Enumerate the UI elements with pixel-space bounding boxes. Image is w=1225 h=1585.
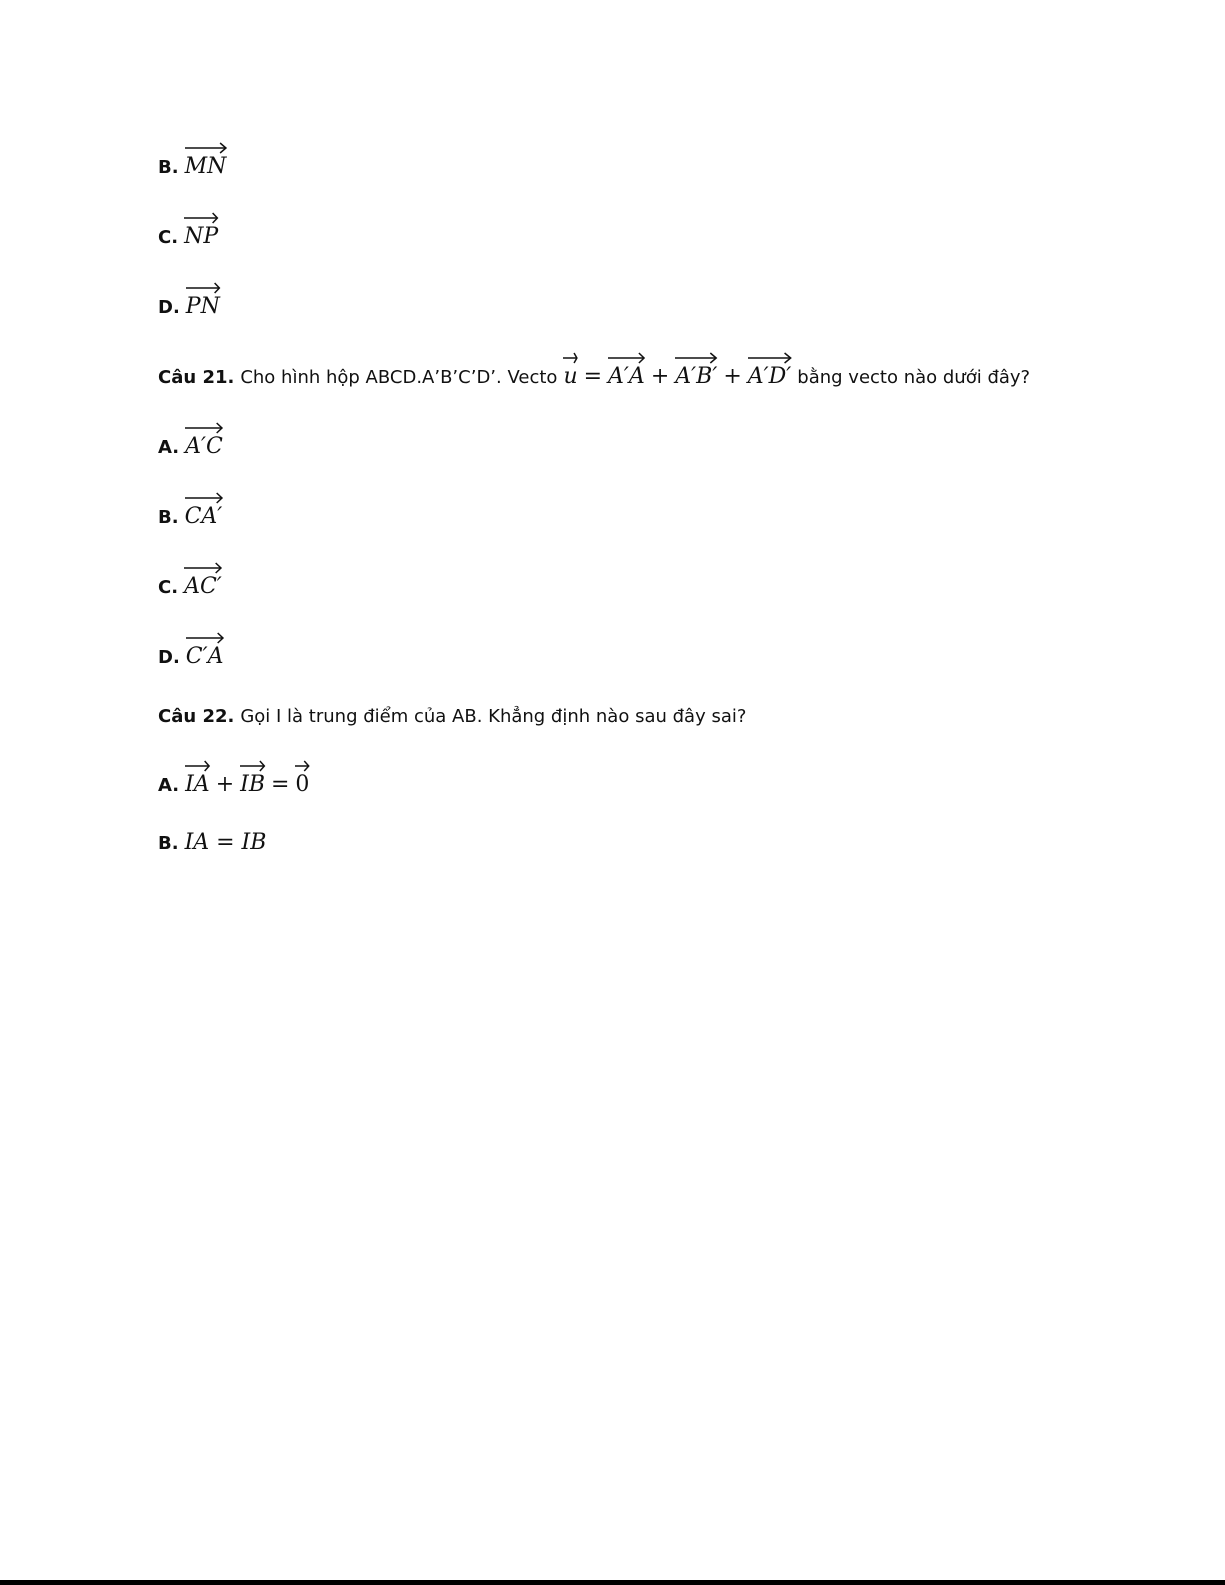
option-label: C. xyxy=(158,227,179,248)
equals-sign: = xyxy=(270,772,290,797)
vector-name: NP xyxy=(184,224,219,249)
vector-expression xyxy=(185,142,227,178)
vector-arrow-icon xyxy=(185,422,223,434)
option-label: A. xyxy=(158,775,180,796)
vector-u xyxy=(563,352,577,388)
option-label: B. xyxy=(158,507,179,528)
question-number: Câu 22. xyxy=(158,706,235,727)
vector-expression xyxy=(186,632,224,668)
option-label: B. xyxy=(158,833,179,854)
option-label: D. xyxy=(158,297,180,318)
vector-expression xyxy=(186,282,220,318)
vector-name: MN xyxy=(184,154,227,179)
vector-name: C′A xyxy=(185,644,224,669)
question-21 xyxy=(158,352,1030,389)
vector-arrow-icon xyxy=(185,760,210,772)
vector-term xyxy=(748,352,792,388)
vector-arrow-icon xyxy=(295,760,309,772)
vector-name: A′C xyxy=(185,434,223,459)
vector-name: A′B′ xyxy=(675,364,718,389)
q21-option-d xyxy=(158,632,224,668)
vector-name: A′A xyxy=(608,364,645,389)
vector-term xyxy=(675,352,717,388)
question-text: Gọi I là trung điểm của AB. Khẳng định nào sau đây sai? xyxy=(240,706,747,727)
vector-expression xyxy=(185,422,223,458)
question-22 xyxy=(158,706,746,727)
vector-name: A′D′ xyxy=(747,364,792,389)
plus-sign: + xyxy=(723,364,742,389)
equals-sign: = xyxy=(583,364,603,389)
question-text: Cho hình hộp ABCD.A’B’C’D’. Vecto xyxy=(240,367,558,388)
q21-option-b xyxy=(158,492,222,528)
vector-name: PN xyxy=(185,294,220,319)
vector-arrow-icon xyxy=(184,562,222,574)
vector-arrow-icon xyxy=(240,760,265,772)
option-d-prev xyxy=(158,282,220,318)
vector-name: u xyxy=(563,364,578,389)
vector-arrow-icon xyxy=(186,282,220,294)
q22-option-a xyxy=(158,760,309,797)
vector-name: CA′ xyxy=(184,504,223,529)
vector-term xyxy=(608,352,645,388)
vector-expression xyxy=(240,760,265,796)
vector-name: 0 xyxy=(295,772,310,797)
vector-expression xyxy=(185,760,210,796)
vector-arrow-icon xyxy=(675,352,717,364)
vector-name: AC′ xyxy=(184,574,222,599)
vector-arrow-icon xyxy=(185,142,227,154)
option-label: B. xyxy=(158,157,179,178)
vector-arrow-icon xyxy=(608,352,645,364)
plus-sign: + xyxy=(650,364,670,389)
question-text-end: bằng vecto nào dưới đây? xyxy=(797,367,1031,388)
vector-arrow-icon xyxy=(184,212,218,224)
option-label: C. xyxy=(158,577,179,598)
q22-option-b xyxy=(158,830,266,855)
option-b-prev xyxy=(158,142,226,178)
page-bottom-border xyxy=(0,1580,1225,1585)
vector-arrow-icon xyxy=(186,632,224,644)
vector-arrow-icon xyxy=(748,352,792,364)
equation: IA = IB xyxy=(184,830,267,855)
vector-name: IA xyxy=(185,772,210,797)
option-label: D. xyxy=(158,647,180,668)
vector-expression xyxy=(184,562,222,598)
vector-arrow-icon xyxy=(563,352,577,364)
zero-vector xyxy=(295,760,309,796)
vector-arrow-icon xyxy=(185,492,223,504)
question-number: Câu 21. xyxy=(158,367,235,388)
vector-name: IB xyxy=(240,772,265,797)
option-c-prev xyxy=(158,212,218,248)
q21-option-a xyxy=(158,422,223,458)
option-label: A. xyxy=(158,437,180,458)
vector-expression xyxy=(185,492,223,528)
q21-option-c xyxy=(158,562,222,598)
vector-expression xyxy=(184,212,218,248)
plus-sign: + xyxy=(215,772,235,797)
